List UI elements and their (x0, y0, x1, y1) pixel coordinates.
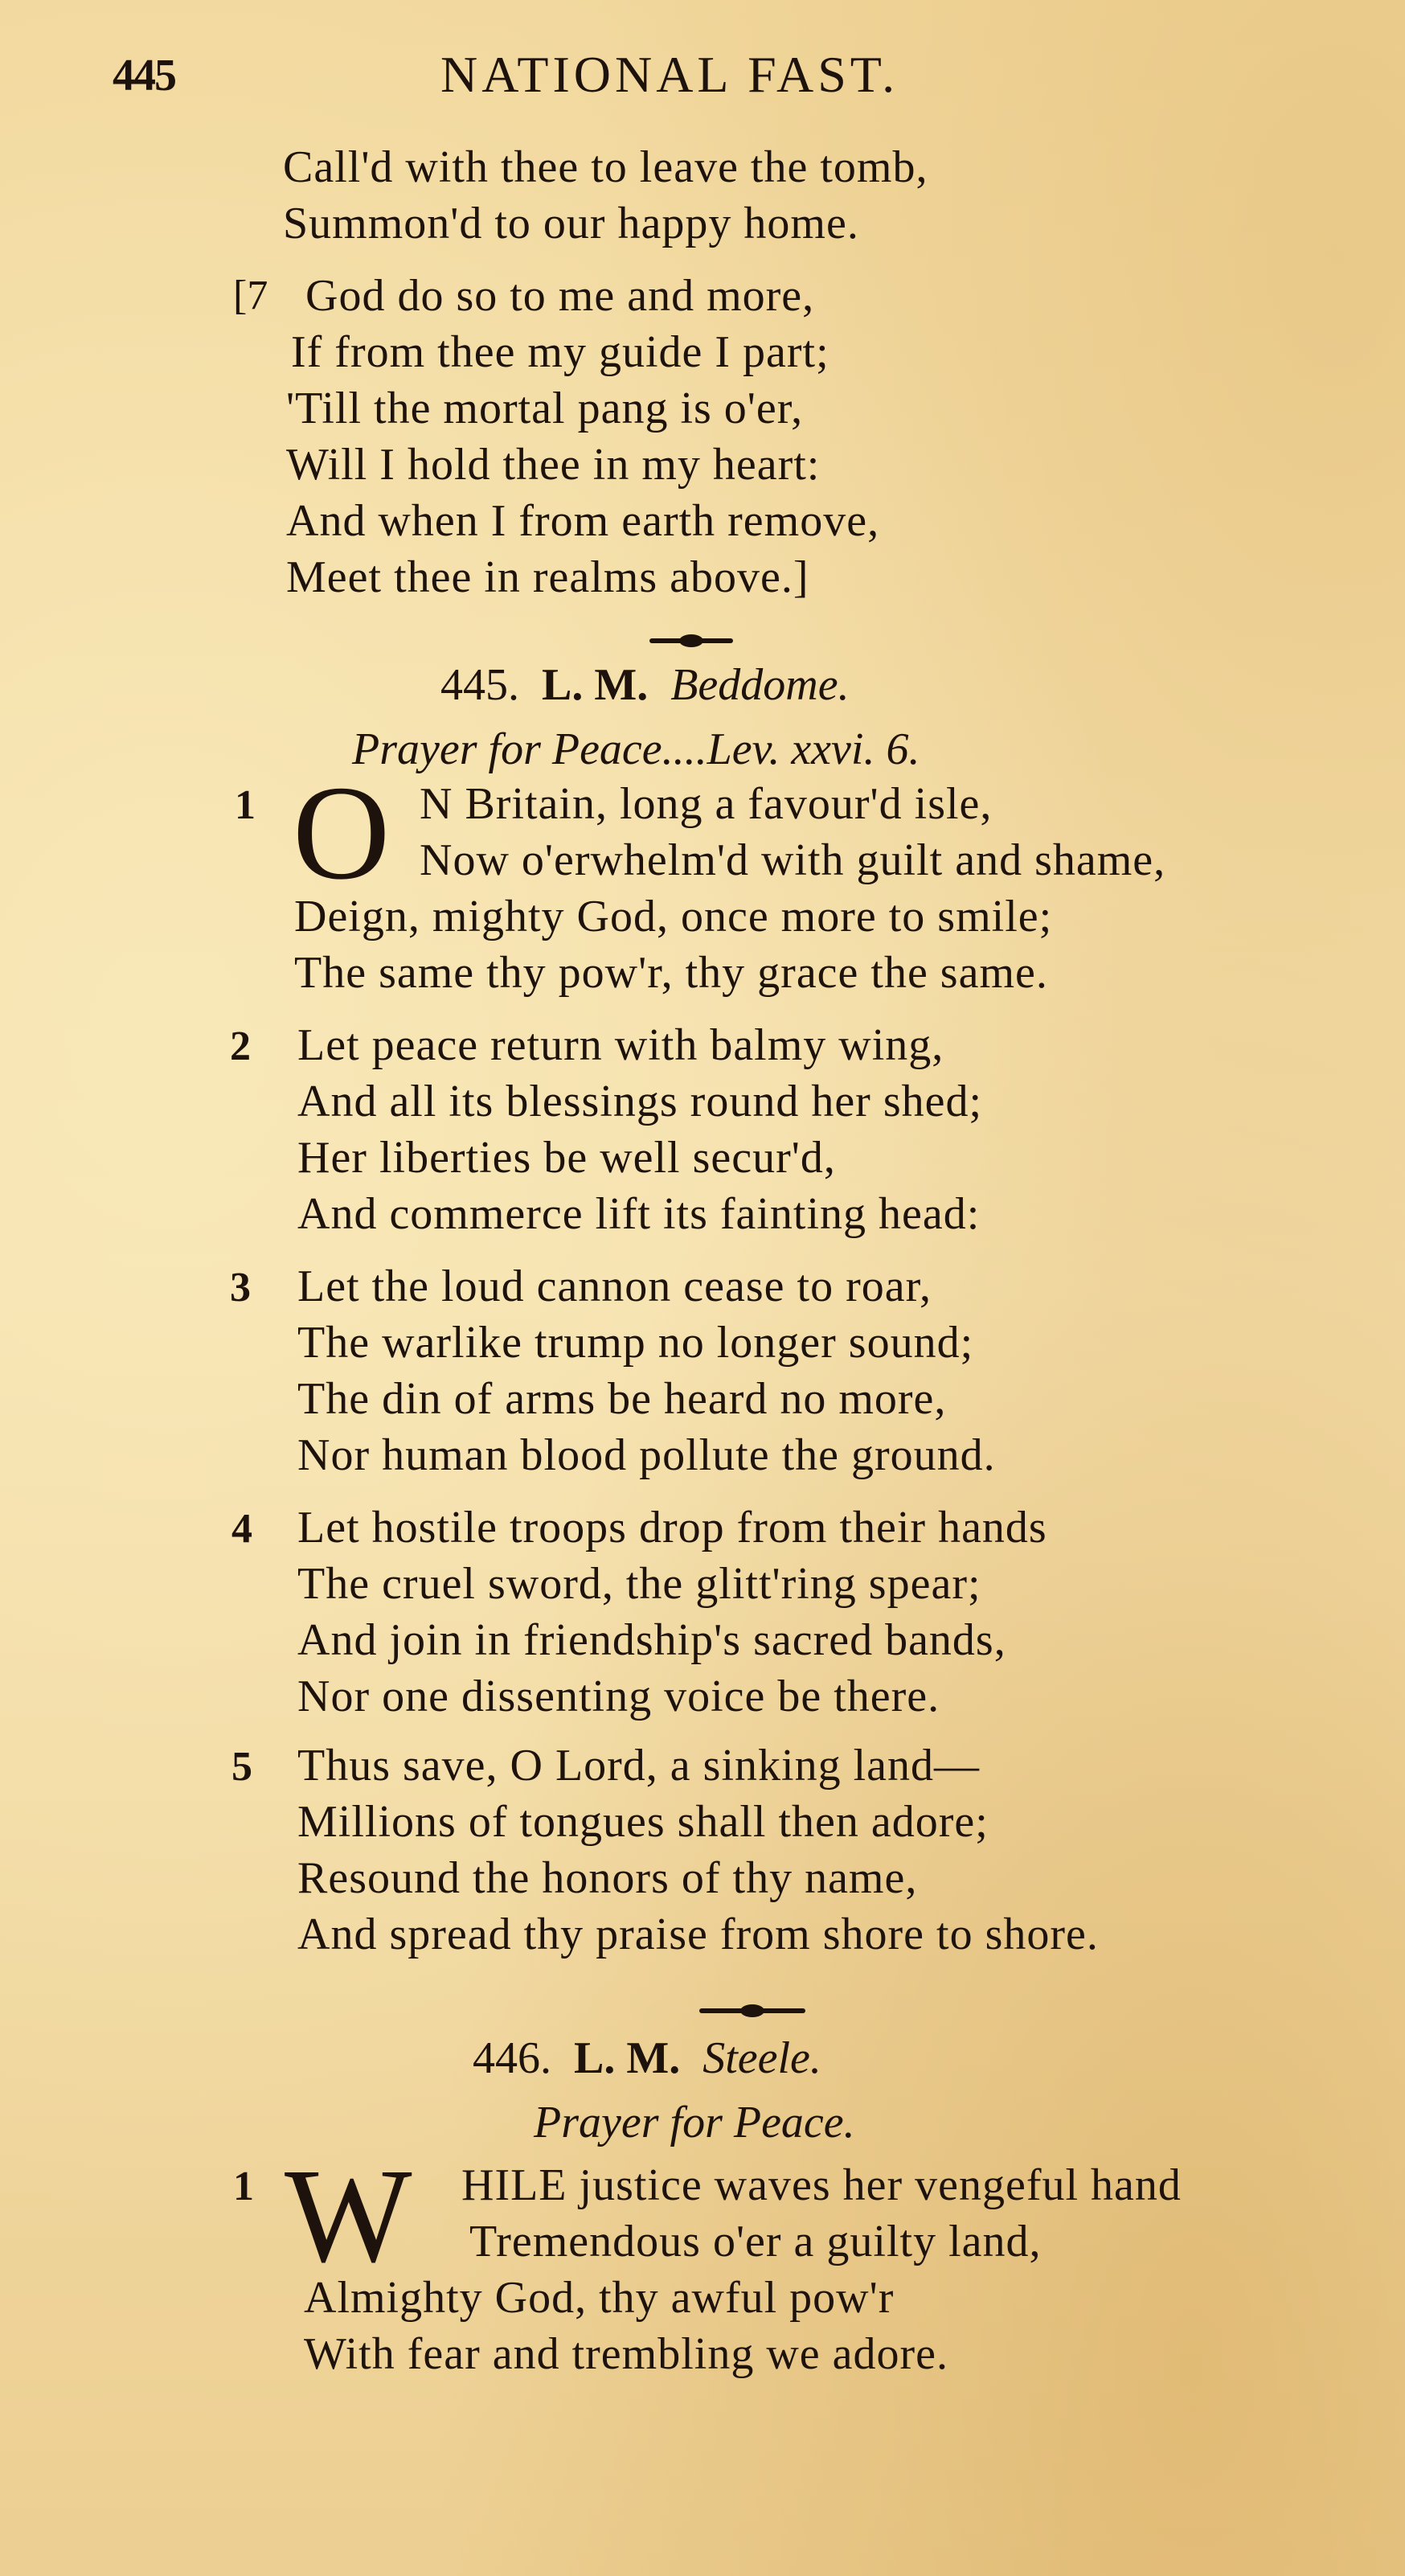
verse-line: The same thy pow'r, thy grace the same. (294, 948, 1048, 998)
hymn-subtitle: Prayer for Peace....Lev. xxvi. 6. (352, 724, 920, 774)
verse-line: Almighty God, thy awful pow'r (304, 2273, 895, 2323)
verse-line: The warlike trump no longer sound; (297, 1318, 974, 1368)
stanza-number: 1 (233, 2164, 254, 2209)
hymn-author: Steele. (702, 2033, 821, 2083)
continuation-line: Call'd with thee to leave the tomb, (283, 142, 928, 192)
page-number: 445 (113, 51, 175, 100)
verse-line: Will I hold thee in my heart: (286, 440, 821, 490)
verse-line: Nor one dissenting voice be there. (297, 1672, 940, 1721)
verse-line: And all its blessings round her shed; (297, 1077, 983, 1126)
hymn-author: Beddome. (670, 660, 850, 710)
running-title: NATIONAL FAST. (440, 46, 899, 103)
verse-line: Now o'erwhelm'd with guilt and shame, (420, 835, 1166, 885)
verse-line: Tremendous o'er a guilty land, (469, 2217, 1042, 2266)
stanza-number: 1 (235, 782, 256, 828)
verse-line: God do so to me and more, (305, 271, 815, 321)
stanza-number: 3 (230, 1265, 251, 1311)
verse-line: Let hostile troops drop from their hands (297, 1503, 1047, 1553)
hymn-number: 446. (473, 2033, 551, 2083)
hymn-subtitle: Prayer for Peace. (534, 2098, 855, 2147)
verse-line: Meet thee in realms above.] (286, 552, 809, 602)
stanza-number: 5 (231, 1744, 252, 1790)
hymn-number: 445. (440, 660, 519, 710)
hymn-meter: L. M. (542, 660, 649, 710)
stanza-number: 2 (230, 1023, 251, 1069)
verse-line: And join in friendship's sacred bands, (297, 1615, 1006, 1665)
drop-cap: O (293, 758, 391, 908)
verse-line: Her liberties be well secur'd, (297, 1133, 836, 1183)
verse-line: The din of arms be heard no more, (297, 1374, 947, 1424)
verse-line: Deign, mighty God, once more to smile; (294, 892, 1053, 941)
verse-line: With fear and trembling we adore. (304, 2329, 948, 2379)
verse-line: Thus save, O Lord, a sinking land— (297, 1741, 980, 1790)
continuation-line: Summon'd to our happy home. (283, 199, 859, 248)
stanza-number: [7 (233, 273, 268, 318)
hymn-heading (473, 2032, 821, 2084)
verse-line: If from thee my guide I part; (291, 327, 829, 377)
verse-line: Let peace return with balmy wing, (297, 1020, 944, 1070)
verse-line: And commerce lift its fainting head: (297, 1189, 981, 1239)
verse-line: N Britain, long a favour'd isle, (420, 779, 993, 829)
drop-cap: W (285, 2141, 412, 2291)
verse-line: Resound the honors of thy name, (297, 1853, 918, 1903)
section-divider (649, 638, 733, 643)
verse-line: And when I from earth remove, (286, 496, 880, 546)
verse-line: Let the loud cannon cease to roar, (297, 1261, 932, 1311)
section-divider (699, 2008, 805, 2013)
hymn-meter: L. M. (574, 2033, 681, 2083)
verse-line: The cruel sword, the glitt'ring spear; (297, 1559, 981, 1609)
verse-line: And spread thy praise from shore to shore. (297, 1909, 1099, 1959)
stanza-number: 4 (231, 1506, 252, 1552)
verse-line: HILE justice waves her vengeful hand (461, 2160, 1182, 2210)
verse-line: Millions of tongues shall then adore; (297, 1797, 989, 1847)
verse-line: Nor human blood pollute the ground. (297, 1430, 996, 1480)
verse-line: 'Till the mortal pang is o'er, (286, 384, 804, 433)
hymn-heading (440, 659, 850, 711)
